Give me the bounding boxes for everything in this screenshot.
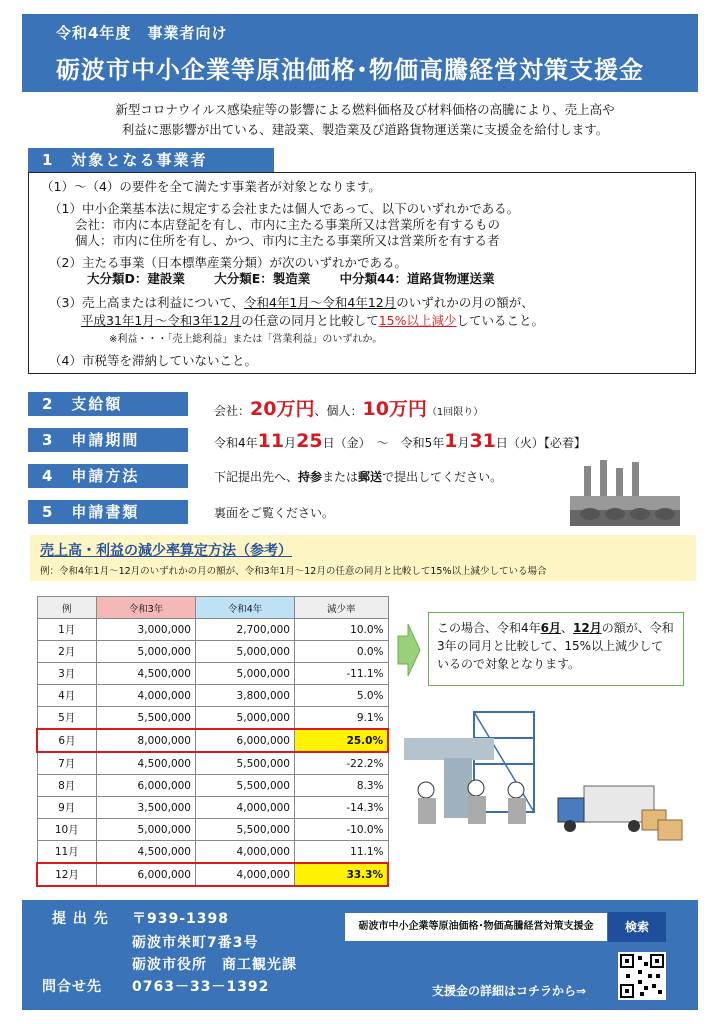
table-cell: 6,000,000: [196, 729, 295, 752]
table-row: [37, 797, 388, 819]
contact-phone: 0763－33－1392: [132, 979, 270, 995]
calculation-method-box: [30, 535, 696, 581]
table-cell: 5,000,000: [196, 707, 295, 730]
calculation-title: 売上高・利益の減少率算定方法（参考）: [40, 543, 292, 559]
table-cell: -14.3%: [295, 797, 389, 819]
table-header-cell: 減少率: [295, 597, 389, 619]
table-cell: 4月: [37, 685, 97, 707]
table-row: [37, 663, 388, 685]
table-cell: 10月: [37, 819, 97, 841]
detail-link[interactable]: 支援金の詳細はコチラから⇒: [432, 984, 587, 998]
requirement-1: （1）中小企業基本法に規定する会社または個人であって、以下のいずれかである。: [49, 201, 520, 216]
table-cell: 7月: [37, 752, 97, 775]
requirement-4: （4）市税等を滞納していないこと。: [49, 353, 257, 368]
table-cell: 1月: [37, 619, 97, 641]
amount-separator: 、個人：: [314, 404, 363, 418]
note-month-december: 12月: [573, 621, 602, 635]
table-header-cell: 令和3年: [97, 597, 196, 619]
note-text-c: 、: [561, 621, 574, 635]
table-cell: 4,000,000: [97, 685, 196, 707]
table-cell: 4,500,000: [97, 841, 196, 864]
intro-line-1: 新型コロナウイルス感染症等の影響による燃料価格及び材料価格の高騰により、売上高や: [115, 102, 615, 117]
table-cell: 4,000,000: [196, 797, 295, 819]
table-cell: 6月: [37, 729, 97, 752]
table-cell: 3,800,000: [196, 685, 295, 707]
table-row: [37, 775, 388, 797]
category-construction: 大分類D：建設業: [87, 271, 185, 286]
requirement-3-note: ※利益・・・「売上総利益」または「営業利益」のいずれか。: [109, 334, 383, 345]
period-text-5: 日（火）【必着】: [495, 436, 586, 450]
table-cell: 2月: [37, 641, 97, 663]
method-text-a: 下記提出先へ、: [214, 470, 299, 484]
table-cell: 6,000,000: [97, 863, 196, 886]
decrease-rate-table: [36, 596, 389, 887]
table-row: [37, 619, 388, 641]
note-month-june: 6月: [540, 621, 561, 635]
eligibility-box: [28, 172, 696, 374]
table-row: [37, 729, 388, 752]
table-cell: 2,700,000: [196, 619, 295, 641]
table-cell: 5,500,000: [196, 775, 295, 797]
table-header-cell: 令和4年: [196, 597, 295, 619]
header-banner: [22, 14, 698, 92]
table-cell: 8,000,000: [97, 729, 196, 752]
req3-text-c: のいずれかの月の額が、: [396, 295, 534, 310]
req3-period-2022: 令和4年1月～令和4年12月: [243, 295, 397, 310]
table-cell: 5,000,000: [196, 641, 295, 663]
company-label: 会社：: [214, 404, 251, 418]
table-cell: 5,500,000: [196, 819, 295, 841]
requirement-1-company: 会社：市内に本店登記を有し、市内に主たる事業所又は営業所を有するもの: [75, 217, 501, 232]
note-text-e: の額が、令和3年の同月と比較して、15%以上減少しているので対象となります。: [437, 621, 674, 671]
contact-label: 問合せ先: [42, 979, 102, 995]
construction-workers-illustration: [404, 708, 544, 826]
header-subtitle: 令和4年度 事業者向け: [56, 24, 228, 42]
table-cell: 3,500,000: [97, 797, 196, 819]
table-row: [37, 752, 388, 775]
intro-text: [40, 100, 690, 140]
period-text-3: 日（金） ～ 令和5年: [322, 436, 445, 450]
note-text-a: この場合、令和4年: [437, 621, 541, 635]
application-method: [214, 468, 502, 485]
grant-amount: [214, 394, 483, 421]
section-1-heading: 1 対象となる事業者: [28, 148, 274, 172]
amount-note: （1回限り）: [426, 407, 484, 418]
period-text-1: 令和4年: [214, 436, 258, 450]
footer-contact: [22, 900, 698, 1010]
table-cell: 5月: [37, 707, 97, 730]
req3-text-e: の任意の同月と比較して: [241, 313, 379, 328]
postal-code: 〒939-1398: [132, 911, 229, 927]
table-header-cell: 例: [37, 597, 97, 619]
calculation-example: 例：令和4年1月～12月のいずれかの月の額が、令和3年1月～12月の任意の同月と比較して15%以上減少している場合: [40, 566, 547, 577]
section-3-heading: 3 申請期間: [28, 428, 188, 452]
requirement-3-line-1: [49, 293, 534, 311]
requirement-3-line-2: [81, 311, 544, 329]
search-input[interactable]: 砺波市中小企業等原油価格･物価高騰経営対策支援金: [344, 912, 608, 942]
requirement-2-categories: [87, 269, 495, 287]
end-day: 31: [469, 430, 496, 452]
table-cell: 4,000,000: [196, 841, 295, 864]
req3-text-a: （3）売上高または利益について、: [49, 295, 244, 310]
table-cell: 8月: [37, 775, 97, 797]
table-header-row: [37, 597, 388, 619]
table-cell: 5,500,000: [97, 707, 196, 730]
table-cell: -11.1%: [295, 663, 389, 685]
table-cell: 11月: [37, 841, 97, 864]
section-2-heading: 2 支給額: [28, 392, 188, 416]
page-title: 砺波市中小企業等原油価格･物価高騰経営対策支援金: [56, 56, 644, 84]
start-month: 11: [257, 430, 285, 452]
period-text-4: 月: [457, 436, 470, 450]
table-cell: 5.0%: [295, 685, 389, 707]
table-cell: 33.3%: [295, 863, 389, 886]
table-cell: 0.0%: [295, 641, 389, 663]
table-cell: 4,000,000: [196, 863, 295, 886]
table-cell: 12月: [37, 863, 97, 886]
table-row: [37, 819, 388, 841]
requirement-2: （2）主たる事業（日本標準産業分類）が次のいずれかである。: [49, 255, 407, 270]
method-in-person: 持参: [298, 470, 323, 484]
individual-amount: 10万円: [362, 398, 427, 420]
application-period: [214, 430, 586, 452]
search-button[interactable]: 検索: [608, 912, 666, 942]
table-cell: -22.2%: [295, 752, 389, 775]
period-text-2: 月: [284, 436, 297, 450]
application-documents: 裏面をご覧ください。: [214, 506, 335, 520]
category-manufacturing: 大分類E：製造業: [214, 271, 311, 286]
arrow-right-icon: [396, 620, 422, 680]
submit-address: 砺波市栄町7番3号: [132, 935, 259, 951]
table-row: [37, 707, 388, 730]
qr-code-icon[interactable]: [618, 952, 666, 1000]
end-month: 1: [444, 430, 458, 452]
method-mail: 郵送: [358, 470, 383, 484]
table-cell: 4,500,000: [97, 663, 196, 685]
requirement-1-individual: 個人：市内に住所を有し、かつ、市内に主たる事業所又は営業所を有する者: [75, 233, 500, 248]
delivery-truck-illustration: [554, 780, 684, 842]
start-day: 25: [296, 430, 323, 452]
table-cell: 9月: [37, 797, 97, 819]
table-cell: 9.1%: [295, 707, 389, 730]
factory-illustration: [560, 458, 690, 528]
req3-text-g: していること。: [456, 313, 545, 328]
section-4-heading: 4 申請方法: [28, 464, 188, 488]
table-row: [37, 841, 388, 864]
table-row: [37, 641, 388, 663]
table-row: [37, 863, 388, 886]
table-cell: 6,000,000: [97, 775, 196, 797]
submit-office: 砺波市役所 商工観光課: [132, 957, 297, 973]
table-cell: 10.0%: [295, 619, 389, 641]
table-cell: 11.1%: [295, 841, 389, 864]
table-cell: -10.0%: [295, 819, 389, 841]
method-text-e: で提出してください。: [382, 470, 503, 484]
table-cell: 3月: [37, 663, 97, 685]
req3-decrease-threshold: 15%以上減少: [378, 313, 457, 328]
table-cell: 5,000,000: [196, 663, 295, 685]
table-cell: 5,500,000: [196, 752, 295, 775]
submit-label: 提 出 先: [52, 911, 109, 927]
method-text-c: または: [322, 470, 359, 484]
table-cell: 3,000,000: [97, 619, 196, 641]
table-row: [37, 685, 388, 707]
table-cell: 5,000,000: [97, 819, 196, 841]
table-cell: 5,000,000: [97, 641, 196, 663]
table-cell: 8.3%: [295, 775, 389, 797]
table-cell: 25.0%: [295, 729, 389, 752]
table-cell: 4,500,000: [97, 752, 196, 775]
req3-period-compare: 平成31年1月～令和3年12月: [81, 313, 242, 328]
example-note: [428, 612, 684, 686]
company-amount: 20万円: [250, 398, 315, 420]
intro-line-2: 利益に悪影響が出ている、建設業、製造業及び道路貨物運送業に支援金を給付します。: [121, 122, 609, 137]
eligibility-lead: （1）～（4）の要件を全て満たす事業者が対象となります。: [41, 179, 381, 194]
section-5-heading: 5 申請書類: [28, 500, 188, 524]
category-freight: 中分類44：道路貨物運送業: [339, 271, 495, 286]
